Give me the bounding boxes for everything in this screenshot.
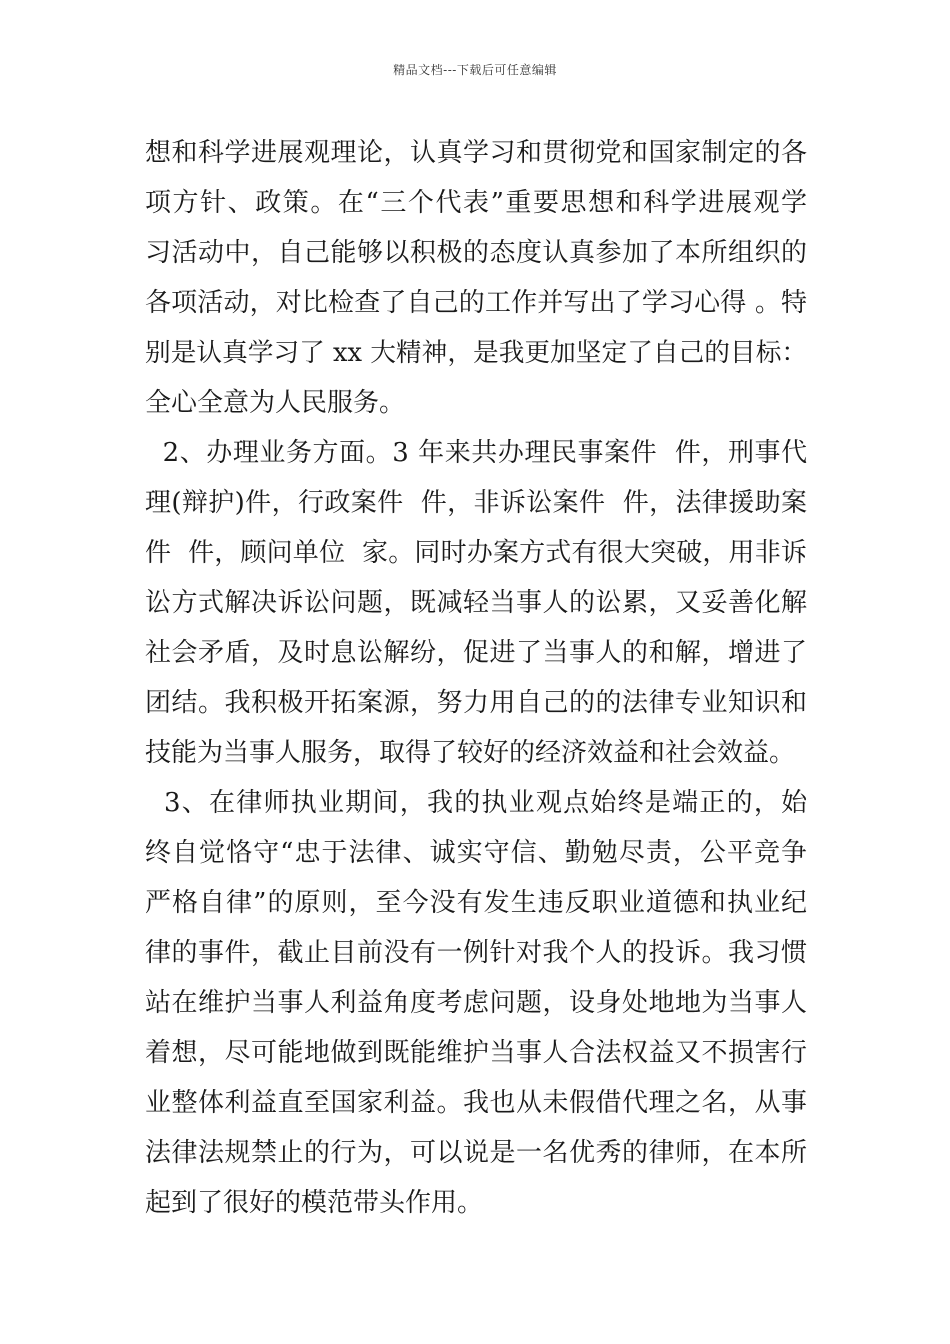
text-line: 3、在律师执业期间，我的执业观点始终是端正的，始 [145, 788, 809, 818]
text-line: 律的事件，截止目前没有一例针对我个人的投诉。我习惯 [145, 938, 808, 968]
text-line: 想和科学进展观理论，认真学习和贯彻党和国家制定的各 [145, 138, 808, 168]
text-line: 讼方式解决诉讼问题，既减轻当事人的讼累，又妥善化解 [145, 588, 808, 618]
text-line: 站在维护当事人利益角度考虑问题，设身处地地为当事人 [145, 988, 808, 1018]
text-line: 件 件，顾问单位 家。同时办案方式有很大突破，用非诉 [145, 538, 808, 568]
text-line: 团结。我积极开拓案源，努力用自己的的法律专业知识和 [145, 688, 808, 718]
text-line: 技能为当事人服务，取得了较好的经济效益和社会效益。 [145, 738, 796, 768]
text-line: 社会矛盾，及时息讼解纷，促进了当事人的和解，增进了 [145, 638, 808, 668]
text-line: 2、办理业务方面。3 年来共办理民事案件 件，刑事代 [145, 438, 808, 468]
text-line: 全心全意为人民服务。 [145, 388, 406, 418]
text-line: 法律法规禁止的行为，可以说是一名优秀的律师，在本所 [145, 1138, 808, 1168]
text-line: 着想，尽可能地做到既能维护当事人合法权益又不损害行 [145, 1038, 808, 1068]
text-line: 各项活动，对比检查了自己的工作并写出了学习心得 。特 [145, 288, 808, 318]
body-text [145, 128, 807, 1228]
text-line: 起到了很好的模范带头作用。 [145, 1188, 484, 1218]
text-line: 严格自律”的原则，至今没有发生违反职业道德和执业纪 [145, 888, 809, 918]
text-line: 项方针、政策。在“三个代表”重要思想和科学进展观学 [145, 188, 809, 218]
page-header: 精品文档---下载后可任意编辑 [393, 63, 557, 77]
text-line: 习活动中，自己能够以积极的态度认真参加了本所组织的 [145, 238, 808, 268]
text-line: 业整体利益直至国家利益。我也从未假借代理之名，从事 [145, 1088, 808, 1118]
text-line: 理(辩护)件，行政案件 件，非诉讼案件 件，法律援助案 [145, 488, 808, 518]
text-line: 终自觉恪守“忠于法律、诚实守信、勤勉尽责，公平竞争 [145, 838, 809, 868]
text-line: 别是认真学习了 xx 大精神，是我更加坚定了自己的目标： [145, 338, 808, 368]
